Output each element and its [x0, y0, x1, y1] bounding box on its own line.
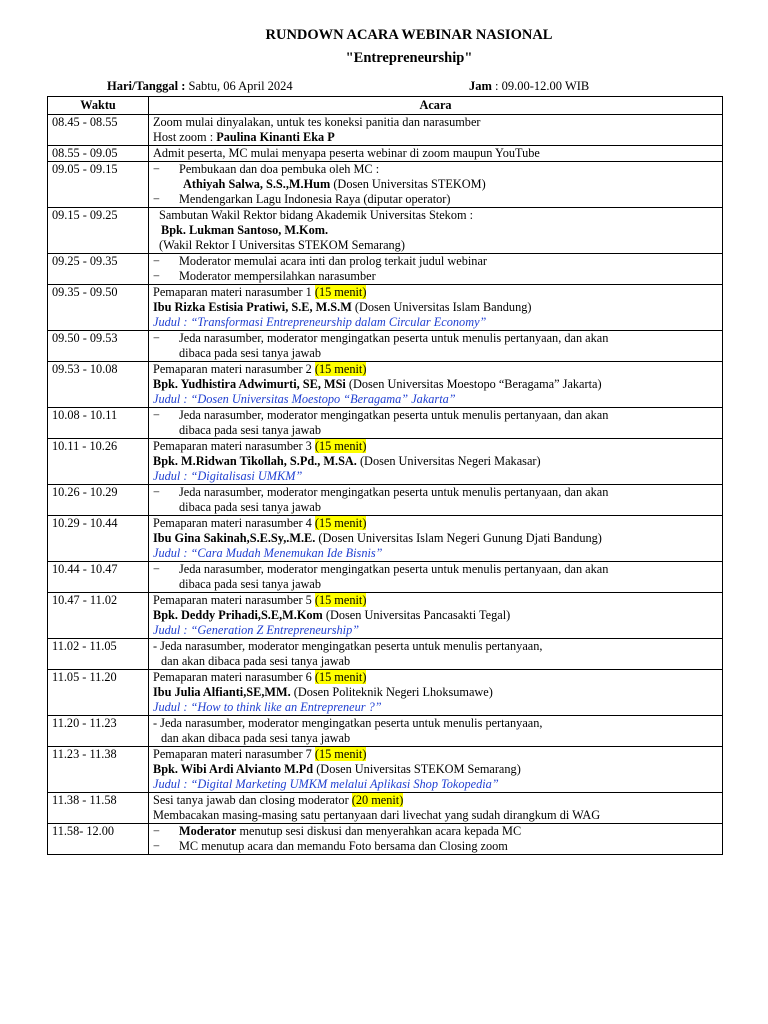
time-cell: 09.15 - 09.25 — [48, 208, 149, 254]
bullet-item — [153, 839, 718, 854]
speaker-line — [153, 685, 718, 700]
event-cell — [149, 516, 723, 562]
bullet-text: Moderator mempersilahkan narasumber — [179, 269, 376, 283]
bullet-item — [153, 331, 718, 346]
host-label: Host zoom : — [153, 130, 217, 144]
dash-bullet-icon: − — [153, 192, 160, 206]
bullet-item — [153, 485, 718, 500]
host-name: Paulina Kinanti Eka P — [216, 130, 335, 144]
speaker-line — [153, 377, 718, 392]
event-cell — [149, 362, 723, 408]
event-cell — [149, 439, 723, 485]
event-cell — [149, 639, 723, 670]
table-row — [48, 747, 723, 793]
time-cell: 11.38 - 11.58 — [48, 793, 149, 824]
speaker-affiliation: (Dosen Universitas Pancasakti Tegal) — [322, 608, 511, 622]
speaker-affiliation: (Dosen Universitas Negeri Makasar) — [356, 454, 541, 468]
session-label: Pemaparan materi narasumber 2 — [153, 362, 315, 376]
bullet-continuation: dibaca pada sesi tanya jawab — [179, 500, 322, 514]
speaker-name: Ibu Gina Sakinah,S.E.Sy,.M.E. — [153, 531, 316, 545]
date-label: Hari/Tanggal : — [107, 79, 186, 93]
session-line — [153, 285, 718, 300]
session-label: Pemaparan materi narasumber 7 — [153, 747, 315, 761]
topic-title: Judul : “Digitalisasi UMKM” — [153, 469, 303, 483]
bullet-bold-text: Moderator — [179, 824, 237, 838]
bullet-item — [153, 192, 718, 207]
session-label: Pemaparan materi narasumber 3 — [153, 439, 315, 453]
document-subtitle: "Entrepreneurship" — [345, 50, 473, 66]
topic-title: Judul : “Dosen Universitas Moestopo “Beragama” Jakarta” — [153, 392, 456, 406]
event-cell — [149, 331, 723, 362]
speaker-name: Bpk. Deddy Prihadi,S.E,M.Kom — [153, 608, 323, 622]
session-label: Sesi tanya jawab dan closing moderator — [153, 793, 352, 807]
event-cell — [149, 285, 723, 331]
event-cell — [149, 408, 723, 439]
event-cell — [149, 146, 723, 162]
table-row — [48, 593, 723, 639]
table-row — [48, 331, 723, 362]
speaker-name: Bpk. M.Ridwan Tikollah, S.Pd., M.SA. — [153, 454, 357, 468]
table-row — [48, 285, 723, 331]
speaker-name: Ibu Julia Alfianti,SE,MM. — [153, 685, 291, 699]
bullet-text: menutup sesi diskusi dan menyerahkan acara kepada MC — [236, 824, 522, 838]
table-row — [48, 362, 723, 408]
event-cell — [149, 162, 723, 208]
event-cell — [149, 670, 723, 716]
topic-title: Judul : “Digital Marketing UMKM melalui Aplikasi Shop Tokopedia” — [153, 777, 499, 791]
session-line — [153, 439, 718, 454]
bullet-item — [153, 162, 718, 177]
speaker-line — [153, 608, 718, 623]
table-row — [48, 716, 723, 747]
time-cell: 10.44 - 10.47 — [48, 562, 149, 593]
time-cell: 10.26 - 10.29 — [48, 485, 149, 516]
session-line — [153, 747, 718, 762]
bullet-item — [153, 408, 718, 423]
event-line: - Jeda narasumber, moderator mengingatkan peserta untuk menulis pertanyaan, — [153, 639, 543, 653]
event-cell — [149, 824, 723, 855]
table-row — [48, 639, 723, 670]
bullet-text: Mendengarkan Lagu Indonesia Raya (diputar operator) — [179, 192, 451, 206]
event-line: Sambutan Wakil Rektor bidang Akademik Universitas Stekom : — [159, 208, 474, 222]
event-cell — [149, 485, 723, 516]
session-line — [153, 793, 718, 808]
table-header-row — [48, 97, 723, 115]
time-cell: 11.20 - 11.23 — [48, 716, 149, 747]
table-row — [48, 254, 723, 285]
dash-bullet-icon: − — [153, 408, 160, 422]
time-value: : 09.00-12.00 WIB — [491, 79, 590, 93]
time-cell: 09.35 - 09.50 — [48, 285, 149, 331]
speaker-affiliation: (Dosen Universitas Islam Negeri Gunung Djati Bandung) — [315, 531, 602, 545]
dash-bullet-icon: − — [153, 839, 160, 853]
dash-bullet-icon: − — [153, 162, 160, 176]
speaker-line — [153, 177, 718, 192]
duration-highlight: (15 menit) — [314, 516, 367, 530]
dash-bullet-icon: − — [153, 331, 160, 345]
speaker-name: Athiyah Salwa, S.S.,M.Hum — [183, 177, 331, 191]
topic-title: Judul : “Generation Z Entrepreneurship” — [153, 623, 360, 637]
time-cell: 09.25 - 09.35 — [48, 254, 149, 285]
duration-highlight: (20 menit) — [351, 793, 404, 807]
event-cell — [149, 115, 723, 146]
speaker-name: Bpk. Lukman Santoso, M.Kom. — [161, 223, 329, 237]
table-row — [48, 824, 723, 855]
speaker-line — [153, 454, 718, 469]
date-value: Sabtu, 06 April 2024 — [185, 79, 293, 93]
table-row — [48, 793, 723, 824]
bullet-text: Jeda narasumber, moderator mengingatkan peserta untuk menulis pertanyaan, dan akan — [179, 408, 609, 422]
speaker-name: Bpk. Yudhistira Adwimurti, SE, MSi — [153, 377, 346, 391]
column-header-event: Acara — [149, 97, 723, 115]
event-line: Zoom mulai dinyalakan, untuk tes koneksi panitia dan narasumber — [153, 115, 481, 129]
event-cell — [149, 254, 723, 285]
bullet-item — [153, 824, 718, 839]
rundown-table — [47, 96, 723, 855]
time-cell: 10.08 - 10.11 — [48, 408, 149, 439]
session-line — [153, 593, 718, 608]
session-label: Pemaparan materi narasumber 1 — [153, 285, 315, 299]
bullet-continuation: dibaca pada sesi tanya jawab — [179, 346, 322, 360]
host-line — [153, 130, 718, 145]
table-row — [48, 146, 723, 162]
session-line — [153, 670, 718, 685]
bullet-item — [153, 269, 718, 284]
session-label: Pemaparan materi narasumber 6 — [153, 670, 315, 684]
speaker-affiliation: (Dosen Universitas STEKOM Semarang) — [313, 762, 521, 776]
time-cell: 10.11 - 10.26 — [48, 439, 149, 485]
time-cell: 08.55 - 09.05 — [48, 146, 149, 162]
table-row — [48, 208, 723, 254]
bullet-item — [153, 254, 718, 269]
duration-highlight: (15 menit) — [314, 593, 367, 607]
session-line — [153, 516, 718, 531]
session-line — [153, 362, 718, 377]
time-cell: 09.50 - 09.53 — [48, 331, 149, 362]
speaker-affiliation: (Dosen Universitas STEKOM) — [330, 177, 486, 191]
speaker-name: Ibu Rizka Estisia Pratiwi, S.E, M.S.M — [153, 300, 352, 314]
session-label: Pemaparan materi narasumber 4 — [153, 516, 315, 530]
duration-highlight: (15 menit) — [314, 747, 367, 761]
duration-highlight: (15 menit) — [314, 285, 367, 299]
duration-highlight: (15 menit) — [314, 439, 367, 453]
time-cell: 10.29 - 10.44 — [48, 516, 149, 562]
table-row — [48, 115, 723, 146]
event-line: Membacakan masing-masing satu pertanyaan dari livechat yang sudah dirangkum di WAG — [153, 808, 601, 822]
speaker-line — [153, 762, 718, 777]
time-cell: 11.23 - 11.38 — [48, 747, 149, 793]
bullet-text: Pembukaan dan doa pembuka oleh MC : — [179, 162, 380, 176]
speaker-name: Bpk. Wibi Ardi Alvianto M.Pd — [153, 762, 314, 776]
dash-bullet-icon: − — [153, 485, 160, 499]
date-line — [107, 79, 293, 94]
time-cell: 10.47 - 11.02 — [48, 593, 149, 639]
duration-highlight: (15 menit) — [314, 670, 367, 684]
table-row — [48, 162, 723, 208]
bullet-text: Jeda narasumber, moderator mengingatkan peserta untuk menulis pertanyaan, dan akan — [179, 331, 609, 345]
event-line-continuation: dan akan dibaca pada sesi tanya jawab — [161, 731, 351, 745]
time-label: Jam — [469, 79, 492, 93]
event-cell — [149, 562, 723, 593]
event-line-continuation: dan akan dibaca pada sesi tanya jawab — [161, 654, 351, 668]
topic-title: Judul : “Transformasi Entrepreneurship dalam Circular Economy” — [153, 315, 487, 329]
time-cell: 09.05 - 09.15 — [48, 162, 149, 208]
event-cell — [149, 793, 723, 824]
speaker-affiliation: (Dosen Universitas Moestopo “Beragama” Jakarta) — [345, 377, 602, 391]
event-cell — [149, 208, 723, 254]
speaker-affiliation: (Dosen Politeknik Negeri Lhoksumawe) — [290, 685, 493, 699]
bullet-text: Jeda narasumber, moderator mengingatkan peserta untuk menulis pertanyaan, dan akan — [179, 562, 609, 576]
time-cell: 11.58- 12.00 — [48, 824, 149, 855]
table-row — [48, 516, 723, 562]
bullet-item — [153, 562, 718, 577]
table-row — [48, 485, 723, 516]
event-cell — [149, 593, 723, 639]
bullet-text: Moderator memulai acara inti dan prolog terkait judul webinar — [179, 254, 487, 268]
column-header-time: Waktu — [48, 97, 149, 115]
duration-highlight: (15 menit) — [314, 362, 367, 376]
speaker-affiliation: (Dosen Universitas Islam Bandung) — [351, 300, 532, 314]
speaker-affiliation: (Wakil Rektor I Universitas STEKOM Semarang) — [159, 238, 405, 252]
event-cell — [149, 747, 723, 793]
bullet-continuation: dibaca pada sesi tanya jawab — [179, 577, 322, 591]
table-row — [48, 562, 723, 593]
dash-bullet-icon: − — [153, 254, 160, 268]
event-line: Admit peserta, MC mulai menyapa peserta webinar di zoom maupun YouTube — [153, 146, 540, 160]
bullet-continuation: dibaca pada sesi tanya jawab — [179, 423, 322, 437]
bullet-text: MC menutup acara dan memandu Foto bersama dan Closing zoom — [179, 839, 508, 853]
dash-bullet-icon: − — [153, 269, 160, 283]
session-label: Pemaparan materi narasumber 5 — [153, 593, 315, 607]
speaker-line — [153, 531, 718, 546]
time-cell: 11.02 - 11.05 — [48, 639, 149, 670]
bullet-text: Jeda narasumber, moderator mengingatkan peserta untuk menulis pertanyaan, dan akan — [179, 485, 609, 499]
event-cell — [149, 716, 723, 747]
time-cell: 08.45 - 08.55 — [48, 115, 149, 146]
time-line — [469, 79, 589, 94]
topic-title: Judul : “How to think like an Entrepreneur ?” — [153, 700, 382, 714]
dash-bullet-icon: − — [153, 824, 160, 838]
table-row — [48, 408, 723, 439]
event-line: - Jeda narasumber, moderator mengingatkan peserta untuk menulis pertanyaan, — [153, 716, 543, 730]
topic-title: Judul : “Cara Mudah Menemukan Ide Bisnis” — [153, 546, 383, 560]
table-row — [48, 439, 723, 485]
dash-bullet-icon: − — [153, 562, 160, 576]
document-title: RUNDOWN ACARA WEBINAR NASIONAL — [265, 27, 553, 43]
table-row — [48, 670, 723, 716]
speaker-line — [153, 300, 718, 315]
time-cell: 11.05 - 11.20 — [48, 670, 149, 716]
time-cell: 09.53 - 10.08 — [48, 362, 149, 408]
